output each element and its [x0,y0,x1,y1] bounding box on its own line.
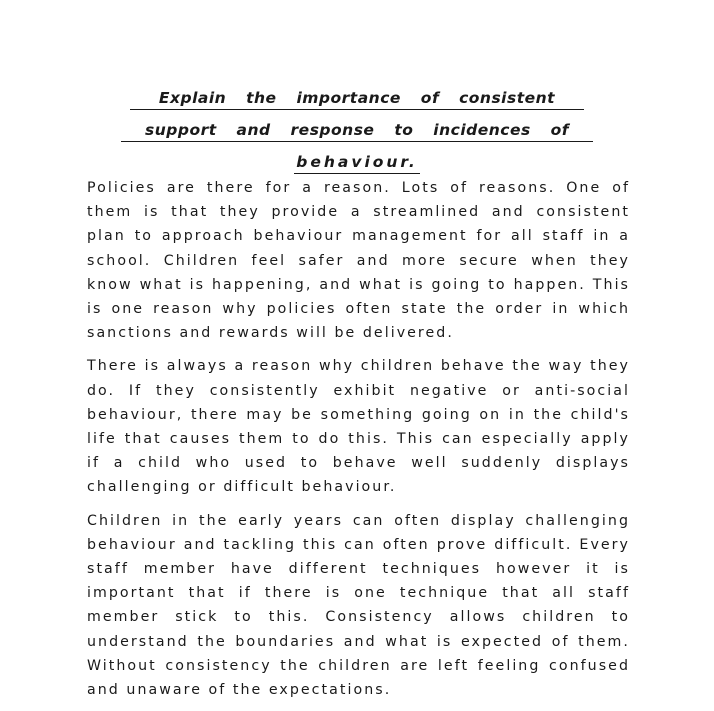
paragraph-3: Children in the early years can often display challenging behaviour and tackling this can often prove difficult. Every staff member have different techniques however it is important that if there is one technique that all staff member stick to this. Consistency allows children to understand the boundaries and what is expected of them. Without consistency the children are left feeling confused and unaware of the expectations. [87,512,630,699]
document-title [0,84,714,180]
title-line-2: support and response to incidences of [121,119,593,142]
paragraph-1: Policies are there for a reason. Lots of reasons. One of them is that they provide a streamlined and consistent plan to approach behaviour management for all staff in a school. Children feel safer and more secure when they know what is happening, and what is going to happen. This is one reason why policies often state the order in which sanctions and rewards will be delivered. [87,180,630,342]
title-line-1: Explain the importance of consistent [130,87,584,110]
paragraph-2: There is always a reason why children behave the way they do. If they consistently exhibit negative or anti-social behaviour, there may be something going on in the child's life that causes them to do this. This can especially apply if a child who used to behave well suddenly displays challenging or difficult behaviour. [87,358,630,496]
title-line-3: behaviour. [294,151,420,174]
document-body [87,176,630,711]
